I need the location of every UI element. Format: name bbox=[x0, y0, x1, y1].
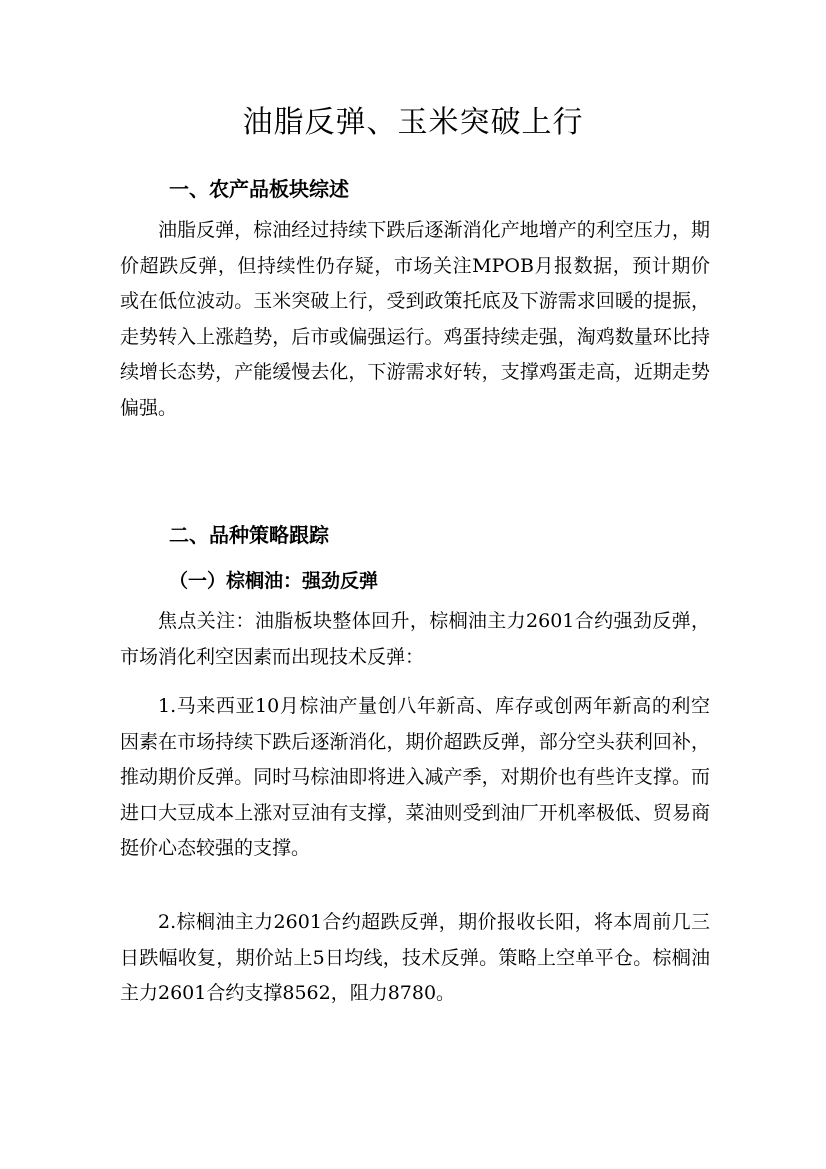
section-heading-overview: 一、农产品板块综述 bbox=[169, 177, 349, 201]
point-2-paragraph: 2.棕榈油主力2601合约超跌反弹，期价报收长阳，将本周前几三日跌幅收复，期价站上5日均线，技术反弹。策略上空单平仓。棕榈油主力2601合约支撑8562，阻力8780。 bbox=[120, 911, 710, 1005]
overview-paragraph: 油脂反弹，棕油经过持续下跌后逐渐消化产地增产的利空压力，期价超跌反弹，但持续性仍存疑，市场关注MPOB月报数据，预计期价或在低位波动。玉米突破上行，受到政策托底及下游需求回暖的提振，走势转入上涨趋势，后市或偏强运行。鸡蛋持续走强，淘鸡数量环比持续增长态势，产能缓慢去化，下游需求好转，支撑鸡蛋走高，近期走势偏强。 bbox=[120, 219, 710, 419]
section-heading-strategy: 二、品种策略跟踪 bbox=[169, 523, 329, 547]
point-1-paragraph: 1.马来西亚10月棕油产量创八年新高、库存或创两年新高的利空因素在市场持续下跌后逐渐消化，期价超跌反弹，部分空头获利回补，推动期价反弹。同时马棕油即将进入减产季，对期价也有些许支撑。而进口大豆成本上涨对豆油有支撑，菜油则受到油厂开机率极低、贸易商挺价心态较强的支撑。 bbox=[120, 695, 710, 860]
subsection-heading-palm-oil: （一）棕榈油：强劲反弹 bbox=[169, 570, 379, 592]
focus-paragraph: 焦点关注：油脂板块整体回升，棕榈油主力2601合约强劲反弹，市场消化利空因素而出现技术反弹： bbox=[120, 610, 710, 668]
document-title: 油脂反弹、玉米突破上行 bbox=[242, 105, 584, 140]
